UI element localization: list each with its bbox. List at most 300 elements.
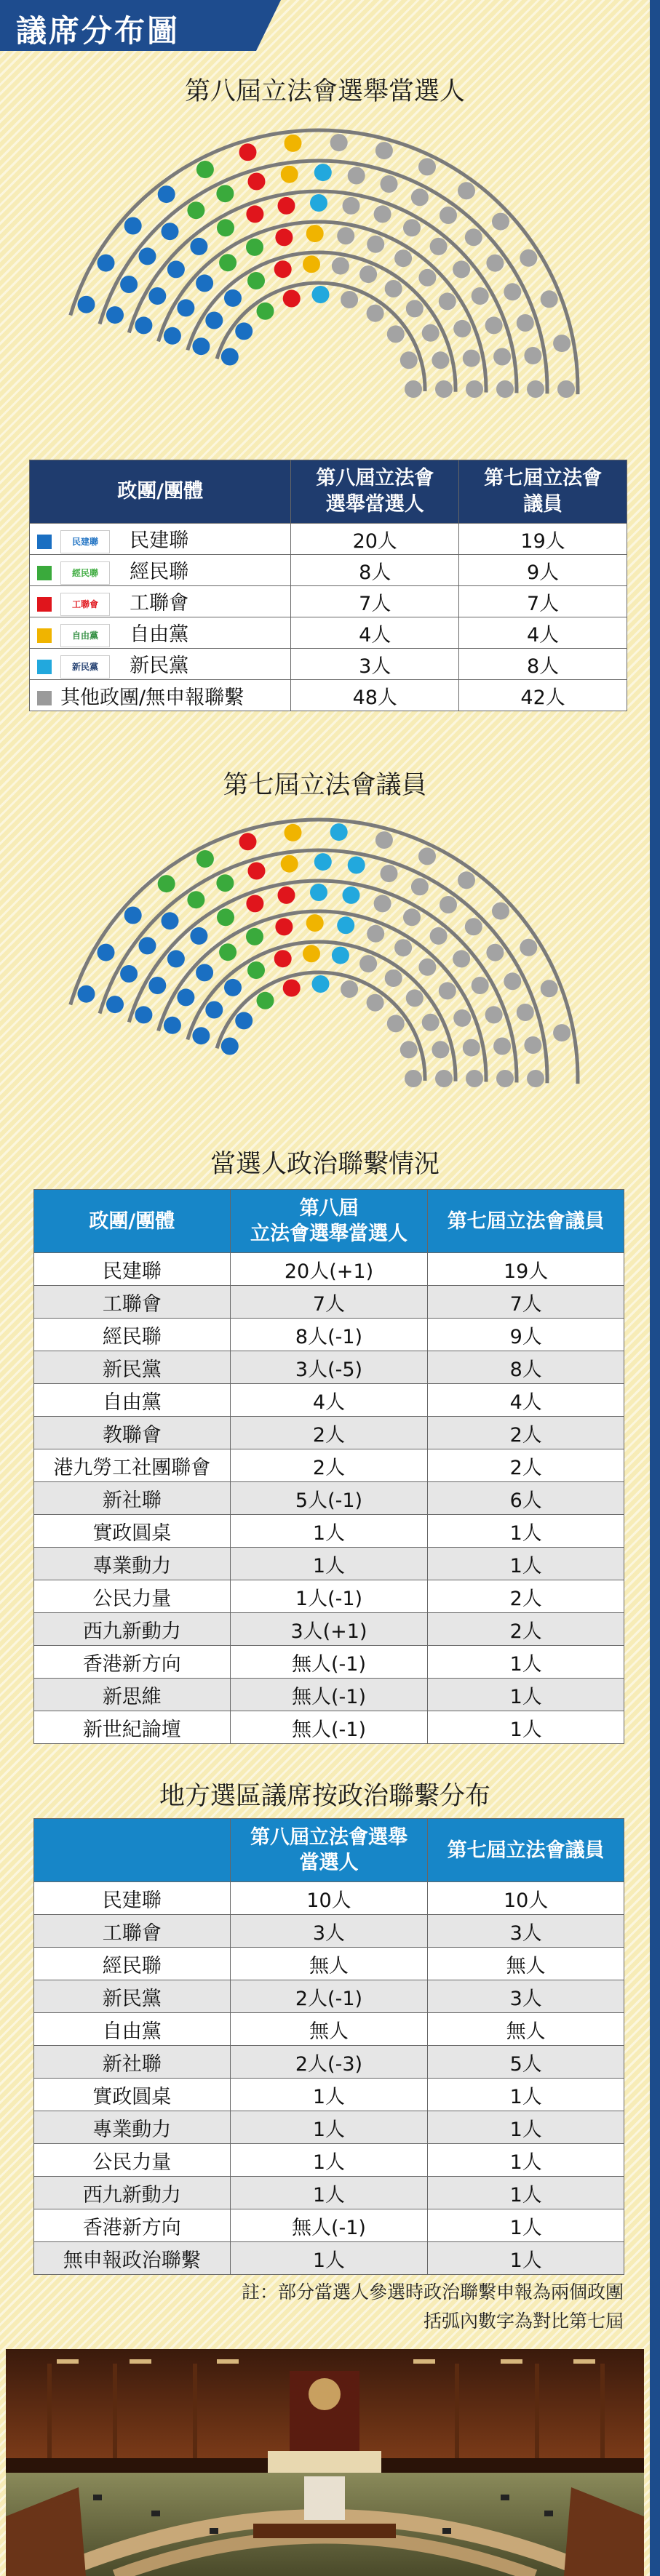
seat-dot-lp [285,135,302,152]
seventh-count: 7人 [459,586,627,617]
seat-dot-other [440,896,457,913]
seat-dot-other [367,236,384,253]
seat-dot-lp [303,945,320,962]
seat-dot-other [359,955,377,972]
seat-dot-bpa [257,303,274,320]
seat-dot-dab [196,964,213,981]
seat-dot-other [463,1039,480,1057]
seat-dot-npp [310,194,327,212]
seat-dot-other [411,188,429,206]
party-cell [30,524,291,555]
party-logo-icon: 工聯會 [60,593,110,616]
seat-dot-dab [106,306,124,324]
seat-dot-lp [281,166,298,183]
eighth-count: 無人(-1) [230,1679,428,1711]
seat-dot-ftu [248,863,266,880]
party-name: 專業動力 [34,2111,231,2144]
seat-dot-dab [106,996,124,1013]
seat-dot-ftu [246,895,263,912]
seventh-count: 4人 [459,617,627,649]
eighth-count: 無人(-1) [230,1646,428,1679]
th-seventh: 第七屆立法會 議員 [459,460,627,524]
seventh-count: 3人 [428,1980,624,2013]
seat-dot-other [337,227,354,244]
seventh-count: 9人 [459,555,627,586]
th-seventh: 第七屆立法會議員 [428,1190,624,1253]
eighth-count: 3人 [230,1915,428,1948]
seventh-count: 2人 [428,1449,624,1482]
parliament-chart-eighth [0,109,650,415]
seat-dot-dab [158,185,175,203]
seat-dot-bpa [158,875,175,892]
seat-dot-ftu [274,260,292,278]
section-title-political-affiliation: 當選人政治聯繫情況 [210,1150,440,1179]
seat-dot-bpa [217,219,234,236]
seat-dot-bpa [217,908,234,926]
table-row [34,1882,624,1915]
seat-dot-dab [139,937,156,954]
seat-dot-dab [98,255,115,272]
seat-dot-lp [303,255,320,273]
seat-dot-other [367,305,384,322]
seat-dot-npp [314,853,332,871]
seventh-count: 無人 [428,1948,624,1980]
seat-dot-dab [78,296,95,313]
seat-dot-other [466,1070,483,1087]
seat-dot-bpa [219,943,236,961]
seat-dot-other [394,939,412,956]
party-name: 其他政團/無申報聯繫 [60,686,244,709]
party-name: 港九勞工社團聯會 [34,1449,231,1482]
table-row [34,1449,624,1482]
color-swatch [37,566,52,580]
eighth-count: 2人 [230,1449,428,1482]
arc-line [188,942,456,1081]
seat-dot-other [439,982,456,999]
seventh-count: 3人 [428,1915,624,1948]
seventh-count: 10人 [428,1882,624,1915]
party-name: 新思維 [34,1679,231,1711]
seat-dot-ftu [248,173,266,191]
color-swatch [37,597,52,612]
party-name: 工聯會 [34,1286,231,1319]
eighth-count: 無人(-1) [230,1711,428,1744]
table-row [34,2046,624,2079]
seat-dot-dab [124,217,142,235]
seat-dot-dab [190,238,207,255]
seat-dot-other [381,175,398,193]
party-cell [30,555,291,586]
note-line-1: 註：部分當選人參選時政治聯繫申報為兩個政團 [241,2281,624,2303]
table-row [34,1351,624,1384]
seat-dot-other [527,380,544,398]
seat-dot-other [466,380,483,398]
seat-dot-bpa [247,272,265,289]
seat-dot-other [496,1070,514,1087]
table-row [34,2111,624,2144]
seventh-count: 6人 [428,1482,624,1515]
seat-dot-npp [310,884,327,901]
seat-dot-dab [120,276,138,293]
party-logo-icon: 新民黨 [60,655,110,679]
seventh-count: 1人 [428,1646,624,1679]
seat-dot-lp [285,824,302,841]
section-title-eighth-elected: 第八屆立法會選舉當選人 [184,77,465,106]
table-row [34,1948,624,1980]
seat-dot-dab [139,247,156,265]
party-name: 西九新動力 [34,1613,231,1646]
table-row [34,2177,624,2209]
party-name: 自由黨 [34,2013,231,2046]
table-row [34,1915,624,1948]
seventh-count: 無人 [428,2013,624,2046]
seat-dot-other [458,182,475,199]
seventh-count: 1人 [428,2111,624,2144]
seat-dot-bpa [216,185,234,202]
seat-dot-other [422,324,440,342]
table-row [34,1417,624,1449]
seat-dot-npp [332,947,349,964]
seat-dot-dab [148,977,166,994]
eighth-count: 2人(-1) [230,1980,428,2013]
eighth-count: 10人 [230,1882,428,1915]
party-name: 自由黨 [130,623,189,647]
seat-dot-ftu [239,833,257,850]
seat-dot-other [367,994,384,1012]
seat-dot-dab [120,965,138,983]
seat-dot-bpa [196,850,214,868]
eighth-count: 無人(-1) [230,2209,428,2242]
party-name: 香港新方向 [34,1646,231,1679]
seat-dot-ftu [246,205,263,223]
seat-dot-dab [135,316,152,334]
seat-dot-dab [205,312,223,329]
party-logo-icon: 民建聯 [60,530,110,553]
eighth-count: 1人 [230,2242,428,2275]
seat-dot-other [465,228,482,246]
seat-dot-other [411,878,429,895]
seat-dot-other [385,969,402,987]
table-row [34,1711,624,1744]
seat-dot-dab [177,299,194,316]
parliament-chart-seventh [0,799,650,1104]
seat-dot-other [387,325,405,343]
party-name: 新社聯 [34,2046,231,2079]
seventh-count: 1人 [428,1679,624,1711]
seat-dot-other [553,335,570,352]
eighth-count: 1人(-1) [230,1580,428,1613]
seat-dot-dab [162,912,179,929]
party-name: 工聯會 [34,1915,231,1948]
eighth-count: 8人 [291,555,459,586]
seat-dot-other [406,989,424,1007]
table-row [34,1482,624,1515]
eighth-count: 8人(-1) [230,1319,428,1351]
table-row [30,524,627,555]
seat-dot-ftu [283,290,301,308]
seat-dot-other [524,1036,541,1054]
seventh-count: 42人 [459,680,627,711]
table-row [30,680,627,711]
seat-dot-other [553,1024,570,1041]
seat-dot-other [405,1070,422,1087]
seat-dot-other [517,1004,534,1021]
eighth-count: 4人 [230,1384,428,1417]
table-row [34,2242,624,2275]
seventh-count: 1人 [428,2079,624,2111]
seat-dot-npp [312,286,330,303]
seat-dot-lp [306,225,324,242]
seat-dot-dab [164,1017,181,1034]
party-logo-icon: 經民聯 [60,561,110,585]
seat-dot-dab [235,1012,253,1029]
eighth-count: 1人 [230,2177,428,2209]
seat-dot-npp [330,823,348,841]
seventh-count: 8人 [459,649,627,680]
seventh-count: 5人 [428,2046,624,2079]
table-row [34,1515,624,1548]
header-banner [0,0,256,51]
party-name: 新世紀論壇 [34,1711,231,1744]
seat-dot-other [486,944,504,961]
seventh-count: 2人 [428,1417,624,1449]
seat-dot-other [400,351,418,369]
seat-dot-other [430,238,448,255]
eighth-count: 3人(+1) [230,1613,428,1646]
seat-dot-other [381,865,398,882]
table-row [34,1613,624,1646]
party-name: 新民黨 [34,1980,231,2013]
seventh-count: 7人 [428,1286,624,1319]
party-name: 教聯會 [34,1417,231,1449]
seat-dot-other [403,908,421,926]
seat-dot-other [520,939,537,956]
party-name: 公民力量 [34,1580,231,1613]
seat-dot-ftu [278,887,295,904]
party-name: 民建聯 [34,1882,231,1915]
seat-dot-dab [78,985,95,1003]
eighth-count: 1人 [230,2111,428,2144]
eighth-count: 2人 [230,1417,428,1449]
party-name: 香港新方向 [34,2209,231,2242]
seat-dot-dab [190,927,207,945]
party-name: 公民力量 [34,2144,231,2177]
seventh-count: 1人 [428,1515,624,1548]
table-row [34,1679,624,1711]
seventh-count: 1人 [428,2144,624,2177]
seat-dot-other [375,831,393,849]
seat-dot-bpa [216,874,234,892]
seat-dot-dab [235,322,253,340]
seat-dot-other [492,903,509,920]
party-logo-icon: 自由黨 [60,624,110,647]
seat-dot-other [385,280,402,297]
seventh-count: 1人 [428,1711,624,1744]
seat-dot-dab [177,988,194,1006]
seat-dot-other [465,918,482,935]
party-name: 無申報政治聯繫 [34,2242,231,2275]
seat-dot-other [418,269,436,287]
th-seventh: 第七屆立法會議員 [428,1819,624,1882]
seventh-count: 1人 [428,2242,624,2275]
seat-dot-other [463,350,480,367]
seat-dot-dab [167,260,185,278]
table-row [34,1646,624,1679]
eighth-count: 48人 [291,680,459,711]
seat-dot-other [557,380,575,398]
seat-dot-other [435,380,453,398]
seat-dot-dab [221,348,239,366]
seventh-count: 4人 [428,1384,624,1417]
seat-dot-dab [221,1038,239,1055]
seat-dot-other [472,977,489,994]
table-row [30,555,627,586]
party-cell [30,617,291,649]
page-title: 議席分布圖 [16,13,180,49]
seat-dot-other [374,205,391,223]
th-eighth: 第八屆立法會選舉 當選人 [230,1819,428,1882]
eighth-count: 7人 [291,586,459,617]
table-row [34,1980,624,2013]
table-row [34,1548,624,1580]
party-cell [30,649,291,680]
table-row [34,1286,624,1319]
seat-dot-ftu [283,980,301,997]
table-row [34,2013,624,2046]
seat-dot-other [430,927,448,945]
seat-dot-other [496,380,514,398]
seat-dot-bpa [246,928,263,945]
seat-dot-other [403,219,421,236]
seat-dot-lp [306,914,324,932]
eighth-count: 1人 [230,2144,428,2177]
seventh-count: 19人 [459,524,627,555]
seat-dot-other [486,255,504,272]
table-row [34,1319,624,1351]
seat-dot-other [453,320,471,337]
seat-dot-other [341,291,358,308]
seat-dot-bpa [187,201,204,219]
seat-dot-other [343,197,360,215]
eighth-count: 1人 [230,1515,428,1548]
th-party: 政團/團體 [34,1190,231,1253]
seat-dot-other [418,158,436,175]
th-eighth: 第八屆立法會 選舉當選人 [291,460,459,524]
seat-dot-dab [167,950,185,967]
table-row [30,617,627,649]
party-name: 民建聯 [130,529,189,553]
table-row [34,1384,624,1417]
th-party: 政團/團體 [30,460,291,524]
seat-dot-other [492,213,509,231]
eighth-count: 1人 [230,2079,428,2111]
seventh-count: 19人 [428,1253,624,1286]
seat-dot-other [418,847,436,865]
seat-dot-other [524,347,541,364]
party-name: 經民聯 [130,561,189,584]
party-name: 經民聯 [34,1319,231,1351]
eighth-count: 1人 [230,1548,428,1580]
seventh-count: 9人 [428,1319,624,1351]
eighth-count: 20人 [291,524,459,555]
seat-dot-other [485,1006,503,1023]
section-title-seventh-members: 第七屆立法會議員 [223,771,427,800]
seat-dot-ftu [239,143,257,161]
seat-dot-npp [343,887,360,904]
seat-dot-other [504,972,521,990]
party-name: 新社聯 [34,1482,231,1515]
seventh-count: 8人 [428,1351,624,1384]
seat-dot-other [374,895,391,912]
party-cell [30,586,291,617]
seat-dot-bpa [196,161,214,178]
seat-dot-other [406,300,424,317]
party-name: 新民黨 [34,1351,231,1384]
seat-dot-ftu [275,918,293,935]
seventh-count: 1人 [428,2209,624,2242]
eighth-count: 3人 [291,649,459,680]
eighth-count: 5人(-1) [230,1482,428,1515]
seat-dot-dab [205,1001,223,1019]
seat-dot-other [485,316,503,334]
seat-dot-ftu [275,228,293,246]
seat-dot-other [517,314,534,332]
table-row [30,649,627,680]
seat-dot-other [375,142,393,159]
seat-dot-other [453,950,470,967]
seat-dot-ftu [274,950,292,967]
table-row [34,2144,624,2177]
seat-dot-other [330,134,348,151]
seat-dot-other [400,1041,418,1058]
seat-dot-bpa [247,961,265,979]
seat-dot-other [440,207,457,224]
seat-dot-other [394,249,412,267]
seat-dot-other [422,1014,440,1031]
eighth-count: 無人 [230,2013,428,2046]
seat-dot-dab [135,1006,152,1023]
color-swatch [37,535,52,549]
eighth-count: 3人(-5) [230,1351,428,1384]
seat-dot-other [367,925,384,943]
party-name: 實政圓桌 [34,1515,231,1548]
table-row [34,2079,624,2111]
seat-dot-other [541,290,558,308]
seventh-count: 2人 [428,1580,624,1613]
seat-dot-dab [98,944,115,961]
seat-dot-dab [162,223,179,240]
seat-dot-dab [192,337,210,355]
seat-dot-other [472,287,489,305]
color-swatch [37,660,52,674]
party-name: 新民黨 [130,655,189,678]
th-eighth: 第八屆 立法會選舉當選人 [230,1190,428,1253]
party-name: 實政圓桌 [34,2079,231,2111]
party-name: 西九新動力 [34,2177,231,2209]
table-row [34,2209,624,2242]
seat-dot-other [348,167,365,185]
seat-dot-other [418,959,436,976]
table-political-affiliation [33,1189,624,1744]
note-line-2: 括弧內數字為對比第七屆 [423,2311,624,2332]
eighth-count: 4人 [291,617,459,649]
table-seat-comparison [29,460,627,711]
seat-dot-other [432,1041,449,1058]
color-swatch [37,691,52,705]
seat-dot-dab [196,274,213,292]
seat-dot-other [341,980,358,998]
seat-dot-other [541,980,558,997]
